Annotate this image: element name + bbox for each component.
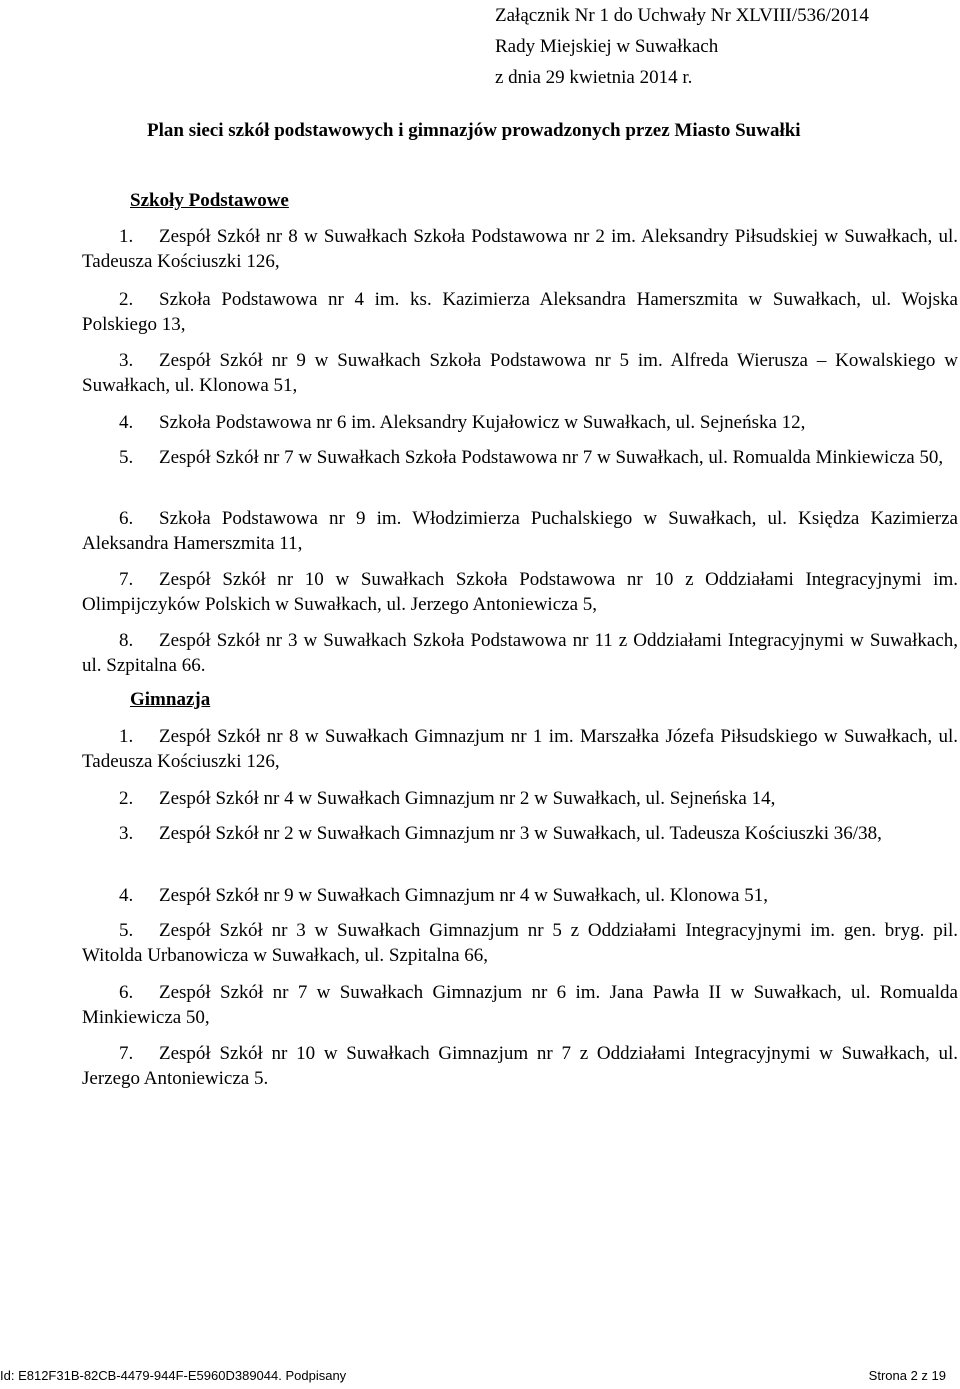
item-text: Zespół Szkół nr 8 w Suwałkach Szkoła Podstawowa nr 2 im. Aleksandry Piłsudskiej w Suwałkach, ul. Tadeusza Kościuszki 126, <box>82 226 958 272</box>
item-number: 1. <box>119 226 134 247</box>
item-text: Szkoła Podstawowa nr 4 im. ks. Kazimierza Aleksandra Hamerszmita w Suwałkach, ul. Wojska Polskiego 13, <box>82 289 958 335</box>
item-number: 4. <box>119 412 134 433</box>
item-number: 6. <box>119 982 134 1003</box>
item-number: 2. <box>119 788 134 809</box>
gymnasium-item <box>82 724 958 774</box>
gymnasium-item <box>82 980 958 1030</box>
section-heading-primary-schools: Szkoły Podstawowe <box>130 190 289 211</box>
item-number: 3. <box>119 823 134 844</box>
item-number: 2. <box>119 289 134 310</box>
item-text: Zespół Szkół nr 7 w Suwałkach Gimnazjum nr 6 im. Jana Pawła II w Suwałkach, ul. Romualda Minkiewicza 50, <box>82 982 958 1028</box>
document-header <box>495 0 869 93</box>
item-text: Zespół Szkół nr 8 w Suwałkach Gimnazjum nr 1 im. Marszałka Józefa Piłsudskiego w Suwałkach, ul. Tadeusza Kościuszki 126, <box>82 726 958 772</box>
primary-school-item <box>82 506 958 556</box>
item-number: 5. <box>119 920 134 941</box>
header-line-3: z dnia 29 kwietnia 2014 r. <box>495 67 693 88</box>
item-text: Zespół Szkół nr 9 w Suwałkach Gimnazjum nr 4 w Suwałkach, ul. Klonowa 51, <box>159 885 768 906</box>
item-number: 3. <box>119 350 134 371</box>
item-text: Zespół Szkół nr 10 w Suwałkach Szkoła Podstawowa nr 10 z Oddziałami Integracyjnymi im. Olimpijczyków Polskich w Suwałkach, ul. Jerzego Antoniewicza 5, <box>82 569 958 615</box>
item-text: Szkoła Podstawowa nr 9 im. Włodzimierza Puchalskiego w Suwałkach, ul. Księdza Kazimierza Aleksandra Hamerszmita 11, <box>82 508 958 554</box>
primary-school-item <box>82 410 958 435</box>
gymnasium-item <box>82 883 958 908</box>
gymnasium-item <box>82 786 958 811</box>
document-title: Plan sieci szkół podstawowych i gimnazjów prowadzonych przez Miasto Suwałki <box>147 120 801 141</box>
item-number: 1. <box>119 726 134 747</box>
primary-school-item <box>82 224 958 274</box>
item-number: 7. <box>119 1043 134 1064</box>
primary-school-item <box>82 628 958 678</box>
page-number: Strona 2 z 19 <box>868 1368 946 1383</box>
item-number: 4. <box>119 885 134 906</box>
primary-school-item <box>82 287 958 337</box>
item-number: 6. <box>119 508 134 529</box>
item-text: Zespół Szkół nr 3 w Suwałkach Szkoła Podstawowa nr 11 z Oddziałami Integracyjnymi w Suwałkach, ul. Szpitalna 66. <box>82 630 958 676</box>
primary-school-item <box>82 348 958 398</box>
item-text: Zespół Szkół nr 4 w Suwałkach Gimnazjum nr 2 w Suwałkach, ul. Sejneńska 14, <box>159 788 776 809</box>
gymnasium-item <box>82 821 958 846</box>
document-id-footer: Id: E812F31B-82CB-4479-944F-E5960D389044. Podpisany <box>0 1368 347 1383</box>
item-number: 7. <box>119 569 134 590</box>
gymnasium-item <box>82 918 958 968</box>
item-text: Zespół Szkół nr 3 w Suwałkach Gimnazjum nr 5 z Oddziałami Integracyjnymi im. gen. bryg. pil. Witolda Urbanowicza w Suwałkach, ul. Szpitalna 66, <box>82 920 958 966</box>
item-text: Zespół Szkół nr 2 w Suwałkach Gimnazjum nr 3 w Suwałkach, ul. Tadeusza Kościuszki 36/38, <box>159 823 882 844</box>
header-line-1: Załącznik Nr 1 do Uchwały Nr XLVIII/536/2014 <box>495 5 869 26</box>
primary-school-item <box>82 445 958 470</box>
item-text: Zespół Szkół nr 10 w Suwałkach Gimnazjum nr 7 z Oddziałami Integracyjnymi w Suwałkach, ul. Jerzego Antoniewicza 5. <box>82 1043 958 1089</box>
primary-school-item <box>82 567 958 617</box>
gymnasium-item <box>82 1041 958 1091</box>
item-number: 5. <box>119 447 134 468</box>
item-text: Szkoła Podstawowa nr 6 im. Aleksandry Kujałowicz w Suwałkach, ul. Sejneńska 12, <box>159 412 806 433</box>
header-line-2: Rady Miejskiej w Suwałkach <box>495 36 719 57</box>
section-heading-gymnasiums: Gimnazja <box>130 689 211 710</box>
item-number: 8. <box>119 630 134 651</box>
item-text: Zespół Szkół nr 7 w Suwałkach Szkoła Podstawowa nr 7 w Suwałkach, ul. Romualda Minkiewicza 50, <box>159 447 944 468</box>
item-text: Zespół Szkół nr 9 w Suwałkach Szkoła Podstawowa nr 5 im. Alfreda Wierusza – Kowalskiego w Suwałkach, ul. Klonowa 51, <box>82 350 958 396</box>
